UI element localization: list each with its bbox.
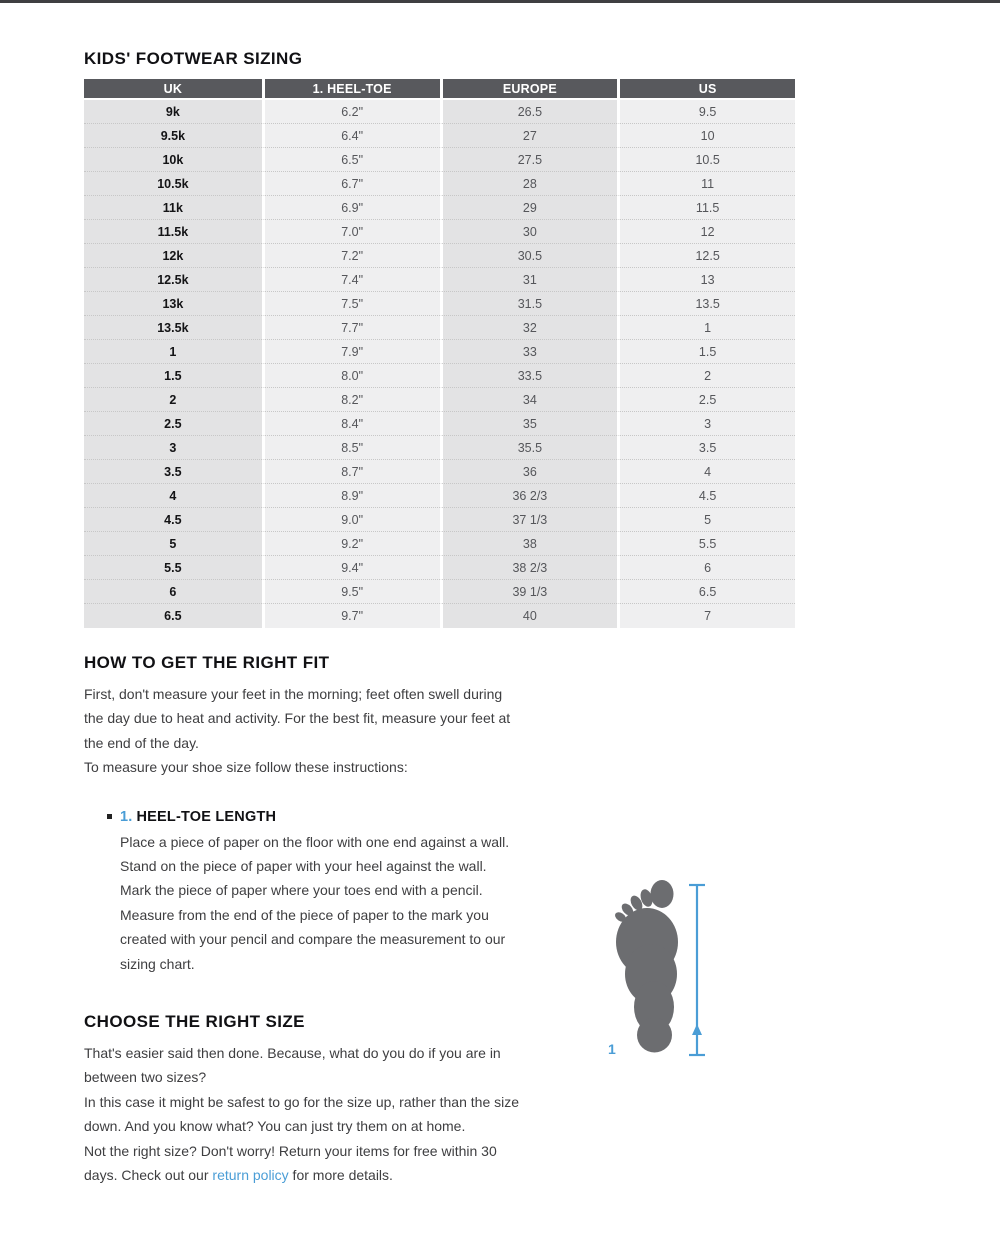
table-cell: 9k [84,100,262,124]
text-line: To measure your shoe size follow these instructions: [84,759,408,776]
table-row [84,148,795,172]
table-row [84,340,795,364]
table-cell: 2.5 [617,388,795,412]
table-cell: 9.2" [262,532,440,556]
text-line: created with your pencil and compare the measurement to our [120,931,506,948]
table-cell: 34 [440,388,618,412]
table-row [84,172,795,196]
table-cell: 2 [84,388,262,412]
table-cell: 1.5 [84,364,262,388]
table-cell: 6.4" [262,124,440,148]
table-cell: 11.5 [617,196,795,220]
table-cell: 9.4" [262,556,440,580]
table-row [84,292,795,316]
table-cell: 5.5 [617,532,795,556]
table-cell: 11k [84,196,262,220]
table-cell: 8.9" [262,484,440,508]
table-column-header: 1. HEEL-TOE [262,79,440,100]
table-cell: 40 [440,604,618,628]
table-cell: 38 [440,532,618,556]
table-cell: 6 [84,580,262,604]
table-row [84,268,795,292]
table-column-header: EUROPE [440,79,618,100]
table-cell: 3.5 [84,460,262,484]
step-number: 1. [120,808,133,825]
table-cell: 6.5 [84,604,262,628]
text-line: First, don't measure your feet in the morning; feet often swell during [84,686,503,702]
table-cell: 33.5 [440,364,618,388]
table-cell: 4 [617,460,795,484]
text-line: In this case it might be safest to go for the size up, rather than the size [84,1093,520,1110]
table-row [84,124,795,148]
table-column-header: UK [84,79,262,100]
table-cell: 6.5" [262,148,440,172]
fit-paragraph [84,682,795,780]
table-cell: 9.5 [617,100,795,124]
table-cell: 8.5" [262,436,440,460]
table-cell: 4 [84,484,262,508]
return-policy-line [84,1163,795,1187]
table-cell: 10 [617,124,795,148]
table-cell: 37 1/3 [440,508,618,532]
kids-footwear-sizing-table [84,79,795,628]
table-row [84,508,795,532]
table-cell: 12k [84,244,262,268]
table-cell: 27 [440,124,618,148]
fit-section-heading: HOW TO GET THE RIGHT FIT [84,653,330,672]
foot-silhouette-icon [613,880,678,1053]
foot-measurement-illustration [598,862,728,1067]
table-cell: 5 [617,508,795,532]
table-cell: 8.2" [262,388,440,412]
table-row [84,412,795,436]
table-cell: 6.7" [262,172,440,196]
table-cell: 31.5 [440,292,618,316]
table-cell: 32 [440,316,618,340]
table-cell: 13k [84,292,262,316]
table-cell: 1 [84,340,262,364]
table-cell: 1 [617,316,795,340]
table-row [84,532,795,556]
table-cell: 13 [617,268,795,292]
table-cell: 5.5 [84,556,262,580]
table-row [84,244,795,268]
table-cell: 6.5 [617,580,795,604]
arrow-up-icon [692,1024,702,1035]
table-cell: 10.5k [84,172,262,196]
text-line: down. And you know what? You can just try them on at home. [84,1118,466,1135]
table-cell: 4.5 [84,508,262,532]
table-cell: 12.5k [84,268,262,292]
table-cell: 3 [617,412,795,436]
table-cell: 6.2" [262,100,440,124]
text-line: Place a piece of paper on the floor with one end against a wall. [120,833,510,850]
return-line-prefix: days. Check out our [84,1167,213,1184]
table-cell: 8.4" [262,412,440,436]
table-row [84,196,795,220]
table-cell: 8.0" [262,364,440,388]
table-cell: 11 [617,172,795,196]
table-cell: 29 [440,196,618,220]
text-line: That's easier said then done. Because, what do you do if you are in [84,1045,501,1062]
table-row [84,220,795,244]
table-cell: 9.7" [262,604,440,628]
page-title: KIDS' FOOTWEAR SIZING [84,49,303,68]
table-cell: 4.5 [617,484,795,508]
figure-step-label: 1 [608,1041,616,1057]
table-cell: 27.5 [440,148,618,172]
text-line: the day due to heat and activity. For the best fit, measure your feet at [84,710,511,727]
table-cell: 9.0" [262,508,440,532]
step-title [120,806,795,828]
table-cell: 13.5k [84,316,262,340]
table-row [84,460,795,484]
table-cell: 2.5 [84,412,262,436]
table-row [84,100,795,124]
return-policy-link[interactable]: return policy [212,1167,289,1184]
table-cell: 35.5 [440,436,618,460]
table-cell: 10.5 [617,148,795,172]
table-row [84,484,795,508]
heel-toe-measurement-figure [598,862,728,1067]
table-cell: 7.0" [262,220,440,244]
table-cell: 35 [440,412,618,436]
table-cell: 1.5 [617,340,795,364]
choose-size-heading: CHOOSE THE RIGHT SIZE [84,1012,305,1032]
table-row [84,388,795,412]
table-cell: 8.7" [262,460,440,484]
text-line: sizing chart. [120,955,195,972]
table-row [84,580,795,604]
table-cell: 7.4" [262,268,440,292]
text-line: the end of the day. [84,734,199,751]
table-cell: 7.2" [262,244,440,268]
table-cell: 2 [617,364,795,388]
table-cell: 7.5" [262,292,440,316]
table-cell: 13.5 [617,292,795,316]
text-line: Not the right size? Don't worry! Return your items for free within 30 [84,1142,497,1159]
table-cell: 3 [84,436,262,460]
table-header-row [84,79,795,100]
table-cell: 30 [440,220,618,244]
return-line-suffix: for more details. [288,1167,393,1184]
table-cell: 30.5 [440,244,618,268]
text-line: Mark the piece of paper where your toes end with a pencil. [120,882,483,899]
table-cell: 3.5 [617,436,795,460]
table-cell: 12.5 [617,244,795,268]
table-row [84,556,795,580]
text-line: between two sizes? [84,1069,207,1086]
table-cell: 6.9" [262,196,440,220]
table-cell: 39 1/3 [440,580,618,604]
table-cell: 26.5 [440,100,618,124]
table-cell: 10k [84,148,262,172]
table-cell: 9.5" [262,580,440,604]
table-row [84,436,795,460]
table-column-header: US [617,79,795,100]
bullet-square-icon [107,814,112,819]
table-cell: 28 [440,172,618,196]
step-title-text: HEEL-TOE LENGTH [136,808,277,825]
text-line: Measure from the end of the piece of paper to the mark you [120,906,489,923]
table-cell: 33 [440,340,618,364]
table-cell: 12 [617,220,795,244]
table-cell: 36 [440,460,618,484]
table-cell: 9.5k [84,124,262,148]
table-row [84,364,795,388]
table-cell: 7.7" [262,316,440,340]
table-cell: 11.5k [84,220,262,244]
table-row [84,604,795,628]
table-cell: 5 [84,532,262,556]
table-cell: 31 [440,268,618,292]
table-cell: 7.9" [262,340,440,364]
table-cell: 38 2/3 [440,556,618,580]
text-line: Stand on the piece of paper with your heel against the wall. [120,858,487,875]
table-cell: 36 2/3 [440,484,618,508]
table-cell: 6 [617,556,795,580]
table-cell: 7 [617,604,795,628]
table-row [84,316,795,340]
